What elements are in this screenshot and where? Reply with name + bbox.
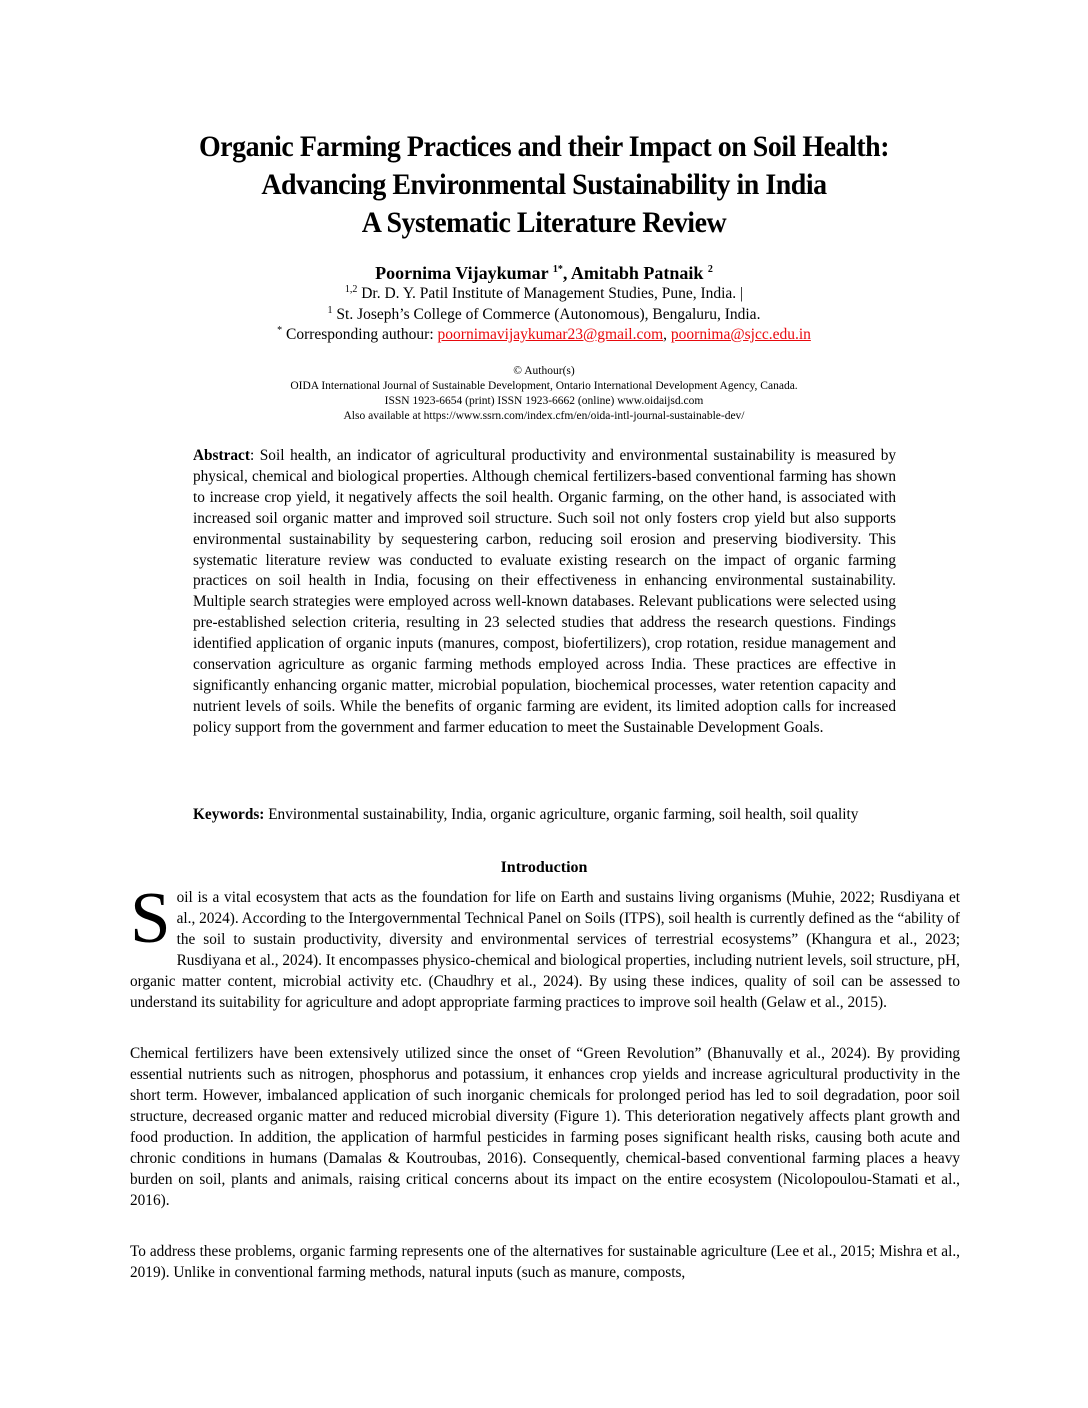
title-line-2: Advancing Environmental Sustainability in India: [261, 168, 827, 201]
corresponding-label: Corresponding authour:: [282, 326, 438, 343]
paper-title: [131, 128, 957, 242]
author-2-marker: 2: [707, 264, 713, 275]
author-list: [144, 262, 944, 284]
email-separator: ,: [663, 326, 671, 343]
email-link-2[interactable]: poornima@sjcc.edu.in: [670, 326, 811, 343]
copyright-line: © Authour(s): [513, 365, 575, 377]
title-line-1: Organic Farming Practices and their Impact on Soil Health:: [198, 130, 890, 163]
affiliation-2: [144, 305, 944, 326]
journal-name-line: OIDA International Journal of Sustainable Development, Ontario International Development Agency, Canada.: [290, 380, 798, 392]
author-separator: ,: [562, 263, 571, 283]
availability-line: Also available at https://www.ssrn.com/index.cfm/en/oida-intl-journal-sustainable-dev/: [343, 410, 745, 422]
title-line-3: A Systematic Literature Review: [361, 206, 727, 239]
section-heading-introduction: Introduction: [500, 859, 588, 876]
intro-paragraph-3: To address these problems, organic farming represents one of the alternatives for sustainable agriculture (Lee et al., 2015; Mishra et al., 2019). Unlike in conventional farming methods, natural inputs (such as manure, composts,: [130, 1243, 960, 1281]
email-link-1[interactable]: poornimavijaykumar23@gmail.com: [437, 326, 664, 343]
keywords-label: Keywords:: [193, 806, 265, 823]
author-name-2: Amitabh Patnaik: [570, 263, 704, 283]
issn-line: ISSN 1923-6654 (print) ISSN 1923-6662 (online) www.oidaijsd.com: [384, 395, 704, 407]
affiliation-1: [144, 284, 944, 305]
journal-info: [144, 364, 944, 424]
affiliation-1-text: Dr. D. Y. Patil Institute of Management Studies, Pune, India. |: [357, 285, 744, 302]
affiliation-2-text: St. Joseph’s College of Commerce (Autonomous), Bengaluru, India.: [332, 305, 761, 323]
keywords: [193, 805, 896, 826]
affiliation-2-marker: 1: [327, 304, 333, 316]
abstract-label: Abstract: [193, 447, 250, 464]
author-name-1: Poornima Vijaykumar: [375, 263, 549, 283]
drop-cap: S: [130, 877, 171, 958]
intro-paragraph-1: [130, 877, 960, 1013]
affiliations: [144, 284, 944, 346]
keywords-text: Environmental sustainability, India, organic agriculture, organic farming, soil health, soil quality: [264, 806, 859, 823]
intro-paragraph-2: Chemical fertilizers have been extensively utilized since the onset of “Green Revolution” (Bhanuvally et al., 2024). By providing essential nutrients such as nitrogen, phosphorus and potassium, it enhances crop yields and increase agricultural productivity in the short term. However, imbalanced application of such inorganic chemicals for prolonged period has led to soil degradation, poor soil structure, decreased organic matter and reduced microbial diversity (Figure 1). This deterioration negatively affects plant growth and food production. In addition, the application of harmful pesticides in farming poses significant health risks, causing both acute and chronic conditions in humans (Damalas & Koutroubas, 2016). Consequently, chemical-based conventional farming places a heavy burden on soil, plants and animals, raising critical concerns about its impact on the entire ecosystem (Nicolopoulou-Stamati et al., 2016).: [130, 1045, 960, 1209]
abstract: [193, 446, 896, 739]
abstract-text: : Soil health, an indicator of agricultural productivity and environmental sustainability is measured by physical, chemical and biological properties. Although chemical fertilizers-based conventional farming has shown to increase crop yield, it negatively affects the soil health. Organic farming, on the other hand, is associated with increased soil organic matter and improved soil structure. Such soil not only fosters crop yield but also supports environmental sustainability by sequestering carbon, reducing soil erosion and preserving biodiversity. This systematic literature review was conducted to evaluate existing research on the impact of organic farming practices on soil health in India, focusing on their effectiveness in enhancing environmental sustainability. Multiple search strategies were employed across well-known databases. Relevant publications were selected using pre-established selection criteria, resulting in 23 selected studies that address the research questions. Findings identified application of organic inputs (manures, compost, biofertilizers), crop rotation, residue management and conservation agriculture as organic farming methods employed across India. These practices are effective in significantly enhancing organic matter, microbial population, biochemical processes, water retention capacity and nutrient levels of soils. While the benefits of organic farming are evident, its limited adoption calls for increased policy support from the government and farmer education to meet the Sustainable Development Goals.: [193, 447, 896, 736]
affiliation-1-marker: 1,2: [344, 283, 358, 295]
author-1-marker: 1*: [552, 264, 563, 275]
corresponding-marker: *: [277, 324, 283, 336]
intro-paragraph-1-text: oil is a vital ecosystem that acts as the foundation for life on Earth and sustains living organisms (Muhie, 2022; Rusdiyana et al., 2024). According to the Intergovernmental Technical Panel on Soils (ITPS), soil health is currently defined as the “ability of the soil to sustain productivity, diversity and environmental services of terrestrial ecosystems” (Khangura et al., 2023; Rusdiyana et al., 2024). It encompasses physico-chemical and biological properties, including nutrient levels, soil structure, pH, organic matter content, microbial activity etc. (Chaudhry et al., 2024). By using these indices, quality of soil can be assessed to understand its suitability for agriculture and adopt appropriate farming practices to improve soil health (Gelaw et al., 2015).: [130, 889, 960, 1011]
corresponding-author: [144, 325, 944, 346]
